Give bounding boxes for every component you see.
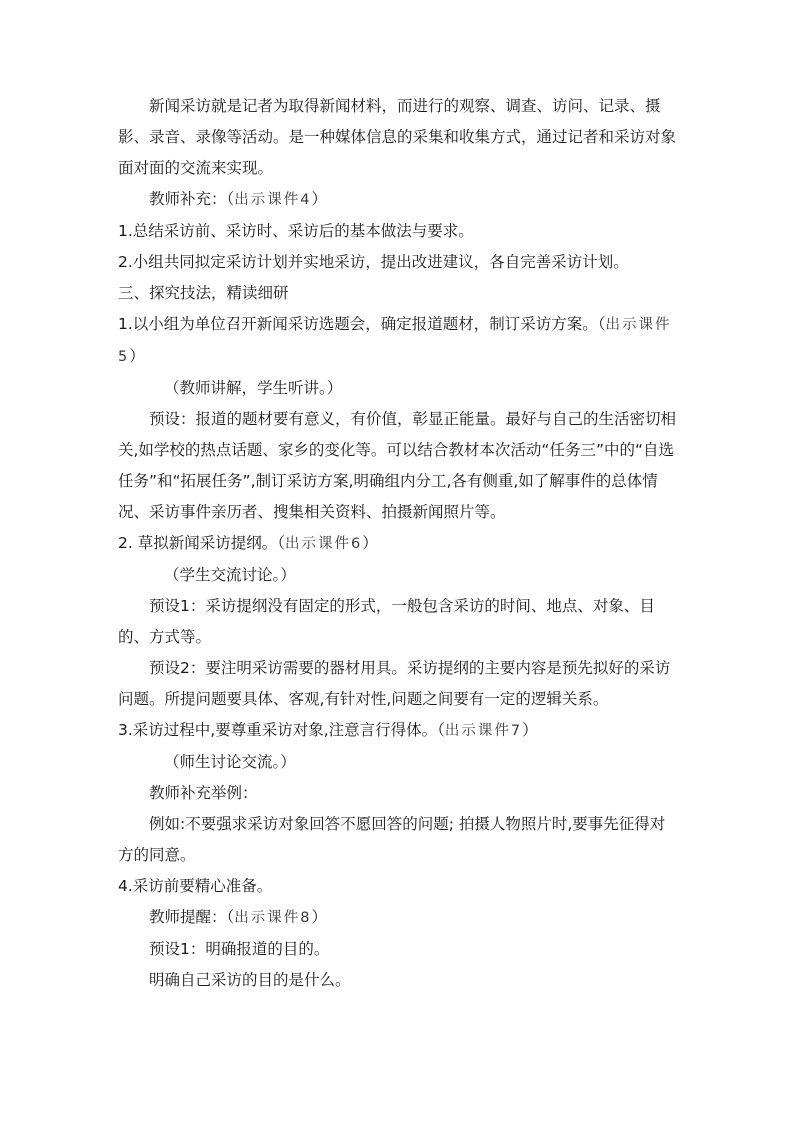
paragraph-clarify-purpose: 明确自己采访的目的是什么。 (149, 971, 351, 989)
paragraph-preset-purpose: 预设1：明确报道的目的。 (149, 940, 330, 958)
list-item-1: 1.总结采访前、采访时、采访后的基本做法与要求。 (118, 222, 474, 240)
paren-close: ） (522, 721, 538, 739)
respect-text: 3.采访过程中,要尊重采访对象,注意言行得体。（ (118, 721, 445, 739)
paragraph-teacher-reminder (118, 902, 676, 934)
courseware-hint-5: 出示课件5 (118, 317, 672, 365)
courseware-hint-4: 出示课件4 (234, 192, 312, 208)
paren-close: ） (311, 908, 328, 926)
courseware-hint-7: 出示课件7 (444, 723, 523, 739)
paragraph-teacher-supplement (118, 184, 676, 216)
paren-close: ） (311, 190, 328, 208)
note-teacher-explain: （教师讲解，学生听讲。） (164, 379, 343, 397)
paragraph-example: 例如:不要强求采访对象回答不愿回答的问题; 拍摄人物照片时,要事先征得对方的同意。 (118, 815, 666, 864)
list-item-topic-meeting (118, 309, 676, 373)
topic-meeting-text: 1.以小组为单位召开新闻采访选题会，确定报道题材，制订采访方案。（ (118, 315, 606, 333)
paren-close: ） (129, 347, 145, 365)
note-teacher-student-discussion: （师生讨论交流。） (164, 753, 296, 771)
list-item-respect (118, 715, 676, 747)
courseware-hint-8: 出示课件8 (234, 910, 312, 926)
paragraph-preset-2: 预设2：要注明采访需要的器材用具。采访提纲的主要内容是预先拟好的采访问题。所提问题要具体、客观,有针对性,问题之间要有一定的逻辑关系。 (118, 659, 671, 708)
courseware-hint-6: 出示课件6 (284, 536, 363, 552)
paragraph-preset-topic: 预设：报道的题材要有意义，有价值，彰显正能量。最好与自己的生活密切相关,如学校的热点话题、家乡的变化等。可以结合教材本次活动“任务三”中的“自选任务”和“拓展任务”,制订采访方案,明确组内分工,各有侧重,如了解事件的总体情况、采访事件亲历者、搜集相关资料、拍摄新闻照片等。 (118, 410, 677, 521)
paragraph-definition: 新闻采访就是记者为取得新闻材料，而进行的观察、调查、访问、记录、摄影、录音、录像等活动。是一种媒体信息的采集和收集方式，通过记者和采访对象面对面的交流来实现。 (118, 97, 677, 177)
list-item-2: 2.小组共同拟定采访计划并实地采访，提出改进建议，各自完善采访计划。 (118, 253, 629, 271)
outline-text: 2. 草拟新闻采访提纲。（ (118, 534, 285, 552)
list-item-preparation: 4.采访前要精心准备。 (118, 877, 273, 895)
section-heading-3: 三、探究技法，精读细研 (118, 284, 289, 302)
paren-close: ） (362, 534, 378, 552)
teacher-supplement-text: 教师补充：（ (149, 190, 235, 208)
paragraph-teacher-example: 教师补充举例： (149, 784, 258, 802)
note-student-discussion: （学生交流讨论。） (164, 566, 296, 584)
paragraph-preset-1: 预设1：采访提纲没有固定的形式，一般包含采访的时间、地点、对象、目的、方式等。 (118, 597, 655, 646)
teacher-reminder-text: 教师提醒：（ (149, 908, 235, 926)
list-item-outline (118, 528, 676, 560)
